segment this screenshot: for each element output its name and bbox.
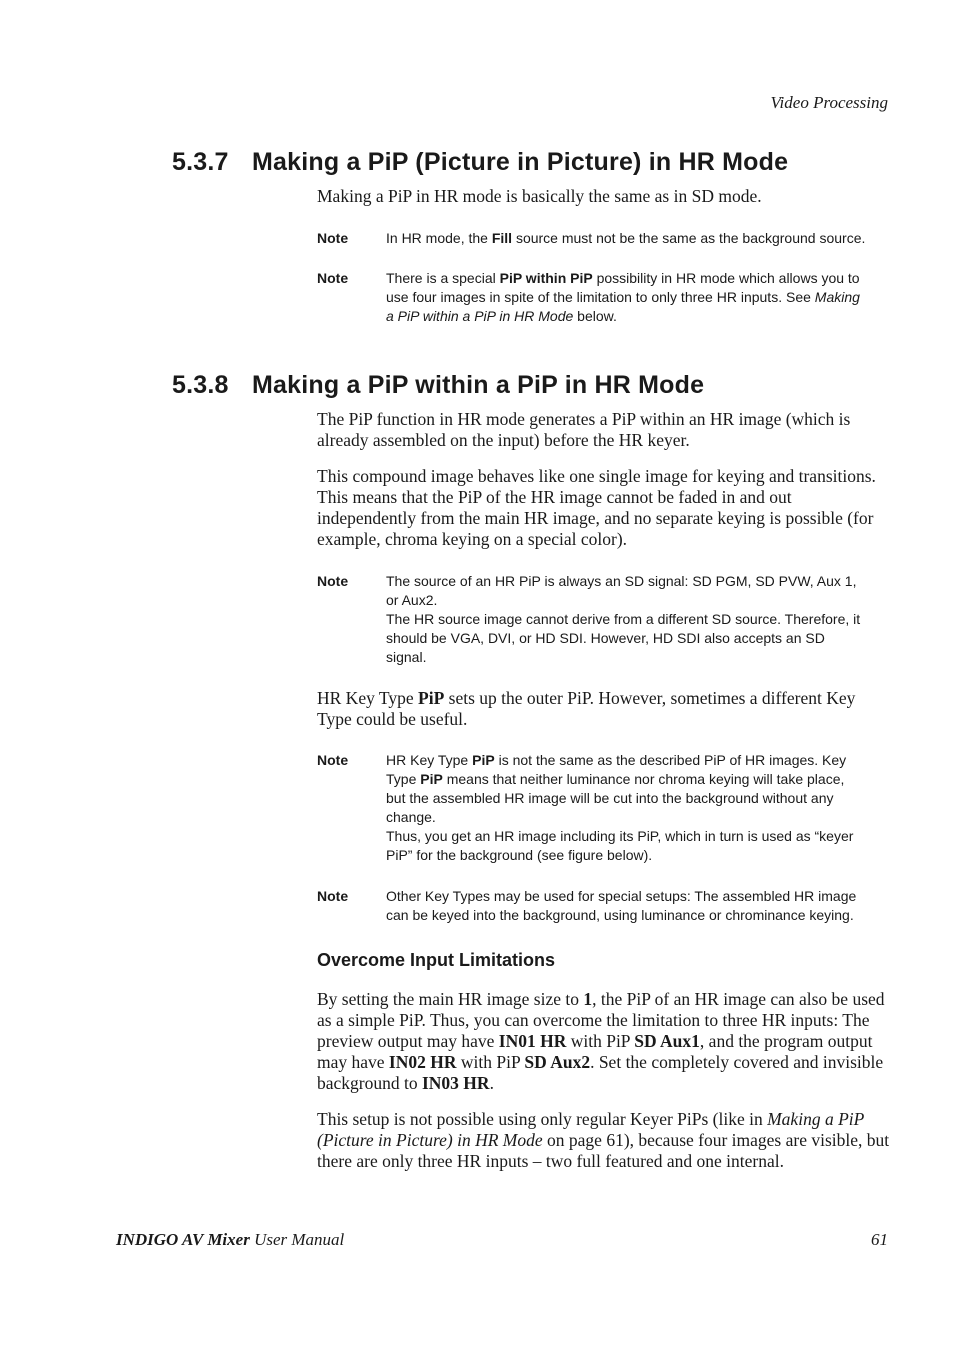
note-text: The HR source image cannot derive from a different SD source. Therefore, it should be VGA, DVI, or HD SDI. However, HD SDI also accepts an SD signal. (386, 611, 861, 665)
paragraph-text: This setup is not possible using only regular Keyer PiPs (like in (317, 1109, 768, 1129)
note-text: Other Key Types may be used for special setups: The assembled HR image can be keyed into the background, using luminance or chrominance keying. (386, 888, 857, 923)
note-text: There is a special (386, 270, 500, 286)
note-text: In HR mode, the (386, 230, 492, 246)
cross-reference[interactable]: Making a PiP within a PiP in HR Mode (386, 289, 860, 324)
cross-reference[interactable]: Making a PiP (Picture in Picture) in HR Mode (317, 1109, 864, 1150)
note-text: possibility in HR mode which allows you to use four images in spite of the limitation to only three HR inputs. See (386, 270, 860, 305)
paragraph-text: . (489, 1073, 494, 1093)
note-label: Note (317, 270, 349, 286)
intro-paragraph: Making a PiP in HR mode is basically the same as in SD mode. (317, 186, 762, 206)
paragraph-overcome-limitation (317, 989, 891, 1094)
subheading-overcome-input-limitations: Overcome Input Limitations (317, 950, 556, 970)
note-label: Note (317, 230, 349, 246)
note-text: source must not be the same as the background source. (512, 230, 866, 246)
paragraph-bold: IN03 HR (421, 1073, 490, 1093)
note-text: below. (573, 308, 617, 324)
note-label: Note (317, 888, 349, 904)
section-title: Making a PiP (Picture in Picture) in HR Mode (252, 148, 789, 176)
note-key-type-pip (317, 751, 877, 865)
paragraph-text: HR Key Type (317, 688, 419, 708)
document-name: User Manual (249, 1230, 345, 1249)
running-header: Video Processing (770, 93, 888, 112)
paragraph-text: on page 61), because four images are visible, but there are only three HR inputs – two full featured and one internal. (317, 1130, 890, 1171)
note-bold: PiP (472, 752, 495, 768)
note-other-key-types (317, 887, 877, 925)
section-number: 5.3.7 (172, 148, 229, 176)
note-bold: Fill (491, 230, 513, 246)
paragraph-bold: 1 (583, 989, 593, 1009)
section-title: Making a PiP within a PiP in HR Mode (252, 371, 705, 399)
section-number: 5.3.8 (172, 371, 229, 399)
paragraph-setup-not-possible (317, 1109, 891, 1172)
product-name: INDIGO AV Mixer (116, 1230, 250, 1249)
note-text: The source of an HR PiP is always an SD signal: SD PGM, SD PVW, Aux 1, or Aux2. (386, 573, 857, 608)
section-heading-5-3-8 (172, 371, 704, 400)
page-number: 61 (871, 1230, 888, 1249)
note-fill-source (317, 229, 877, 248)
note-bold: PiP (420, 771, 443, 787)
note-label: Note (317, 573, 349, 589)
note-pip-within-pip (317, 269, 877, 326)
paragraph-text: with PiP (456, 1052, 525, 1072)
paragraph-text: sets up the outer PiP. However, sometimes a different Key Type could be useful. (317, 688, 856, 729)
paragraph-compound-image: This compound image behaves like one single image for keying and transitions. This means that the PiP of the HR image cannot be faded in and out independently from the main HR image, and no separate keying is possible (for example, chroma keying on a special color). (317, 466, 876, 549)
note-text: HR Key Type (386, 752, 473, 768)
paragraph-bold: IN01 HR (498, 1031, 567, 1051)
note-hr-pip-source (317, 572, 877, 667)
paragraph-text: , and the program output may have (317, 1031, 873, 1072)
paragraph-pip-function: The PiP function in HR mode generates a PiP within an HR image (which is already assembled on the input) before the HR keyer. (317, 409, 851, 450)
paragraph-bold: SD Aux1 (634, 1031, 700, 1051)
paragraph-bold: IN02 HR (388, 1052, 457, 1072)
footer-document-title (116, 1230, 344, 1250)
paragraph-hr-key-type (317, 688, 891, 730)
paragraph-bold: SD Aux2 (524, 1052, 591, 1072)
paragraph-text: . Set the completely covered and invisible background to (317, 1052, 884, 1093)
paragraph-text: , the PiP of an HR image can also be used as a simple PiP. Thus, you can overcome the limitation to three HR inputs: The preview output may have (317, 989, 885, 1051)
section-heading-5-3-7 (172, 148, 788, 177)
note-text: Thus, you get an HR image including its PiP, which in turn is used as “keyer PiP” for the background (see figure below). (386, 828, 854, 863)
paragraph-text: By setting the main HR image size to (317, 989, 584, 1009)
note-text: means that neither luminance nor chroma keying will take place, but the assembled HR image will be cut into the background without any change. (386, 771, 845, 825)
note-label: Note (317, 752, 349, 768)
paragraph-text: with PiP (566, 1031, 635, 1051)
note-bold: PiP within PiP (499, 270, 593, 286)
note-text: is not the same as the described PiP of HR images. Key Type (386, 752, 847, 787)
paragraph-bold: PiP (418, 688, 445, 708)
